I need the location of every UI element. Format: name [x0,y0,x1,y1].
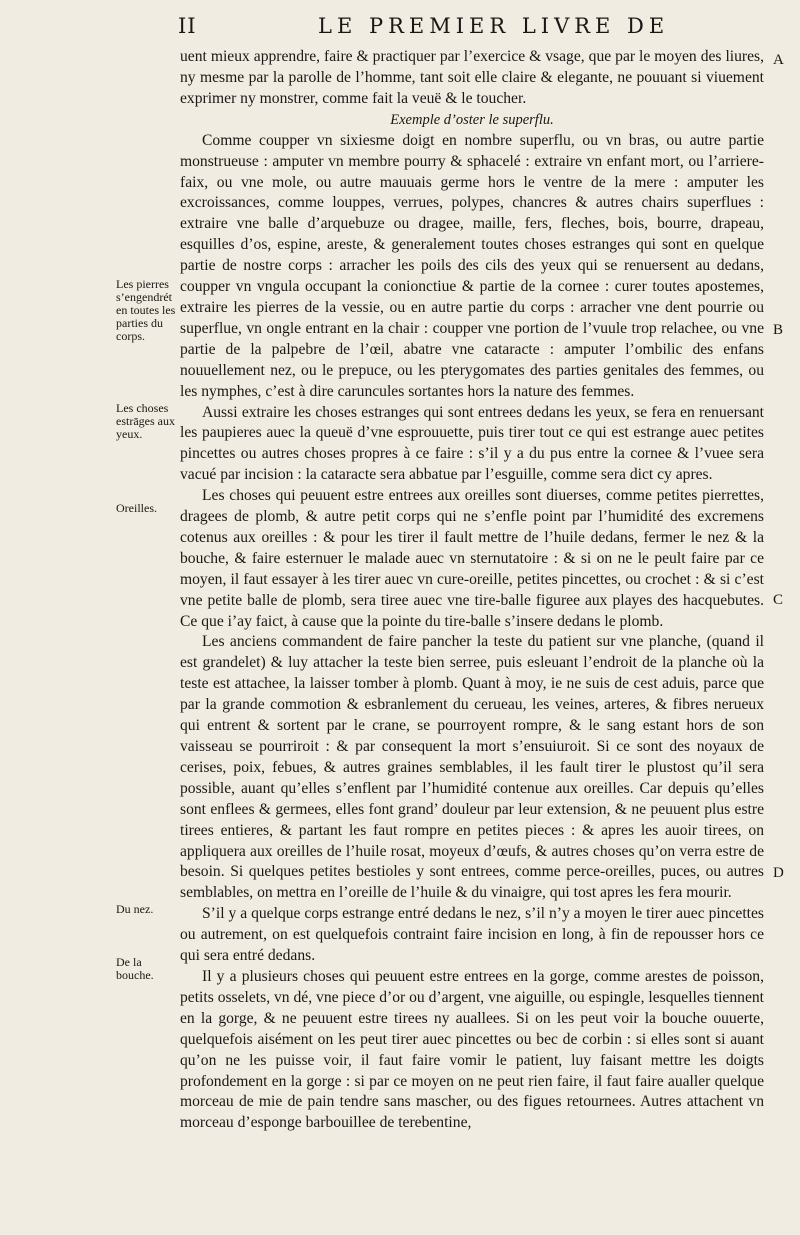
paragraph: S’il y a quelque corps estrange entré dedans le nez, s’il n’y a moyen le tirer auec pincettes ou autrement, on est quelquefois contraint faire incision en long, à fin de repousser hors ce qui sera entré dedans. [180,905,764,965]
section-letter: D [773,865,784,881]
marginal-note: De la bouche. [116,955,154,982]
running-title: LE PREMIER LIVRE DE [318,14,670,38]
paragraph: Les anciens commandent de faire pancher la teste du patient sur vne planche, (quand il est grandelet) & luy attacher la teste bien serree, puis esleuant l’endroit de la planche où la teste est attachee, la laisser tomber à plomb. Quant à moy, ie ne suis de cest aduis, parce que par la grande commotion & esbranlement du cerueau, les veines, arteres, & fibres nerueux qui entrent & sortent par le crane, se pourroyent rompre, & le sang estant hors de son vaisseau se pourriroit : & par consequent la mort s’ensuiuroit. Si ce sont des noyaux de cerises, poix, febues, & autres graines semblables, il les fault tirer le plustost qu’il sera possible, auant qu’elles s’enflent par l’humidité contenue aux oreilles. Car depuis qu’elles sont enflees & germees, elles font grand’ douleur par leur extension, & ne peuuent plus estre tirees entieres, & partant les faut rompre en petites pieces : & apres les auoir tirees, on appliquera aux oreilles de l’huile rosat, moyeux d’œufs, & autres choses qu’on verra estre de besoin. Si quelques petites bestioles y sont entrees, comme perce-oreilles, puces, ou autres semblables, on mettra en l’oreille de l’huile & du vinaigre, qui tost apres les fera mourir. [180,633,764,902]
paragraph: Comme coupper vn sixiesme doigt en nombre superflu, ou vn bras, ou autre partie monstrueuse : amputer vn membre pourry & sphacelé : extraire vn enfant mort, ou l’arriere-faix, ou vne mole, ou autre mauuais germe hors le ventre de la mere : amputer les excroissances, comme louppes, verrues, polypes, chancres & autres chairs superflues : extraire vne balle d’arquebuze ou dragee, maille, fers, fleches, bois, bourre, drapeau, esquilles d’os, espine, areste, & generalement toutes choses estranges qui sont en quelque partie de nostre corps : arracher les poils des cils des yeux qui se renuersent au dedans, coupper vn vngula occupant la conionctiue & partie de la cornee : curer toutes apostemes, extraire les pierres de la vessie, ou en autre partie du corps : arracher vne dent pourrie ou superflue, vn ongle entrant en la chair : coupper vne portion de l’vuule trop relachee, ou vne partie de la palpebre de l’œil, abatre vne cataracte : amputer l’ombilic des enfans nouuellement nez, ou le prepuce, ou les pterygomates des parties genitales des femmes, ou les nymphes, c’est à dire caruncules sortantes hors la nature des femmes. [180,131,764,400]
paragraph: uent mieux apprendre, faire & practiquer par l’exercice & vsage, que par le moyen des liures, ny mesme par la parolle de l’homme, tant soit elle claire & elegante, ne pouuant si viuement exprimer ny monstrer, comme fait la veuë & le toucher. [180,48,764,107]
marginal-note: Oreilles. [116,501,157,515]
marginal-note: Du nez. [116,902,154,916]
marginal-note: Les pierres s’engendrét en toutes les parties du corps. [116,277,176,343]
main-text [180,47,764,1134]
marginal-note: Les choses estrāges aux yeux. [116,401,175,441]
section-letter: B [773,322,784,338]
section-letter: A [773,52,784,68]
folio-number: II [178,14,197,38]
subheading: Exemple d’oster le superflu. [390,111,554,128]
section-letter: C [773,592,784,608]
paragraph: Les choses qui peuuent estre entrees aux oreilles sont diuerses, comme petites pierrettes, dragees de plomb, & autre petit corps qui ne s’enfle point par l’humidité des excremens cotenus aux oreilles : & pour les tirer il fault mettre de l’huile dedans, fermer le nez & la bouche, & faire esternuer le malade auec vn sternutatoire : & si on ne le peult faire par ce moyen, il faut essayer à les tirer auec vn cure-oreille, petites pincettes, ou crochet : & si c’est vne petite balle de plomb, sera tiree auec vne tire-balle figuree aux playes des hacquebutes. Ce que i’ay faict, à cause que la pointe du tire-balle s’insere dedans le plomb. [180,487,764,630]
paragraph: Aussi extraire les choses estranges qui sont entrees dedans les yeux, se fera en renuersant les paupieres auec la queuë d’vne esprouuette, puis tirer tout ce qui est estrange auec petites pincettes ou autres choses propres à ce faire : s’il y a du pus entre la cornee & l’vuee sera vacué par incision : la cataracte sera abbatue par l’esguille, comme sera dict cy apres. [180,403,764,484]
page-header [178,14,758,42]
paragraph: Il y a plusieurs choses qui peuuent estre entrees en la gorge, comme arestes de poisson, petits osselets, vn dé, vne piece d’or ou d’argent, vne aiguille, ou espingle, lesquelles tiennent en la gorge, & ne peuuent estre tirees ny auallees. Si on les peut voir la bouche ouuerte, quelquefois aisément on les peut tirer auec pincettes ou bec de corbin : si elles sont si auant qu’on ne les puisse voir, il faut faire vomir le patient, luy faisant mettre les doigts profondement en la gorge : si par ce moyen on ne peut rien faire, il faut faire aualler quelque morceau de mie de pain tendre sans mascher, ou des figues retournees. Autres attachent vn morceau d’esponge barbouillee de terebentine, [180,967,764,1132]
